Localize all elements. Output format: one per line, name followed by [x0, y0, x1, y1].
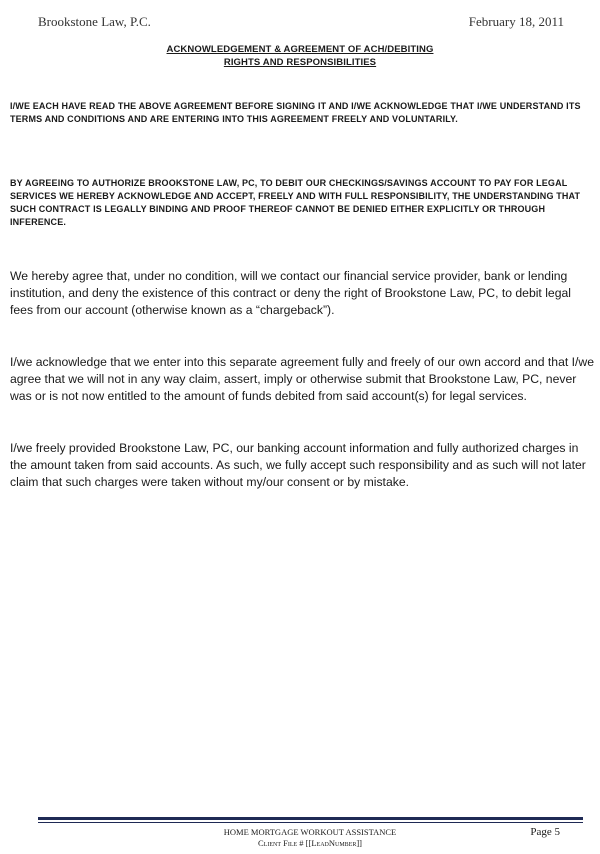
footer-divider-thin	[38, 822, 583, 823]
footer-program: HOME MORTGAGE WORKOUT ASSISTANCE	[223, 827, 397, 837]
footer-client-file: Client File # [[LeadNumber]]	[258, 838, 362, 848]
footer-divider	[38, 817, 583, 820]
acknowledgement-paragraph: I/WE EACH HAVE READ THE ABOVE AGREEMENT BEFORE SIGNING IT AND I/WE ACKNOWLEDGE THAT I/WE UNDERSTAND ITS TERMS AND CONDITIONS AND ARE ENTERING INTO THIS AGREEMENT FREELY AND VOLUNTARILY.	[10, 101, 581, 124]
document-title-line-1: ACKNOWLEDGEMENT & AGREEMENT OF ACH/DEBITING	[166, 44, 434, 55]
separate-agreement-paragraph: I/we acknowledge that we enter into this separate agreement fully and freely of our own accord and that I/we agree that we will not in any way claim, assert, imply or otherwise submit that Brookstone Law, PC, never was or is not now entitled to the amount of funds debited from said account(s) for legal services.	[10, 355, 594, 403]
banking-information-paragraph: I/we freely provided Brookstone Law, PC, our banking account information and fully authorized charges in the amount taken from said accounts. As such, we fully accept such responsibility and as such will not later claim that such charges were taken without my/our consent or by mistake.	[10, 441, 586, 489]
footer-info	[190, 827, 430, 849]
document-title-line-2: RIGHTS AND RESPONSIBILITIES	[223, 57, 377, 68]
firm-name: Brookstone Law, P.C.	[38, 14, 151, 29]
chargeback-paragraph: We hereby agree that, under no condition, will we contact our financial service provider, bank or lending institution, and deny the existence of this contract or deny the right of Brookstone Law, PC, to debit legal fees from our account (otherwise known as a “chargeback”).	[10, 269, 571, 317]
authorization-paragraph: BY AGREEING TO AUTHORIZE BROOKSTONE LAW, PC, TO DEBIT OUR CHECKINGS/SAVINGS ACCOUNT TO PAY FOR LEGAL SERVICES WE HEREBY ACKNOWLEDGE AND ACCEPT, FREELY AND WITH FULL RESPONSIBILITY, THE UNDERSTANDING THAT SUCH CONTRACT IS LEGALLY BINDING AND PROOF THEREOF CANNOT BE DENIED EITHER EXPLICITLY OR THROUGH INFERENCE.	[10, 178, 581, 227]
document-date: February 18, 2011	[468, 14, 564, 29]
page-number: Page 5	[530, 826, 560, 838]
